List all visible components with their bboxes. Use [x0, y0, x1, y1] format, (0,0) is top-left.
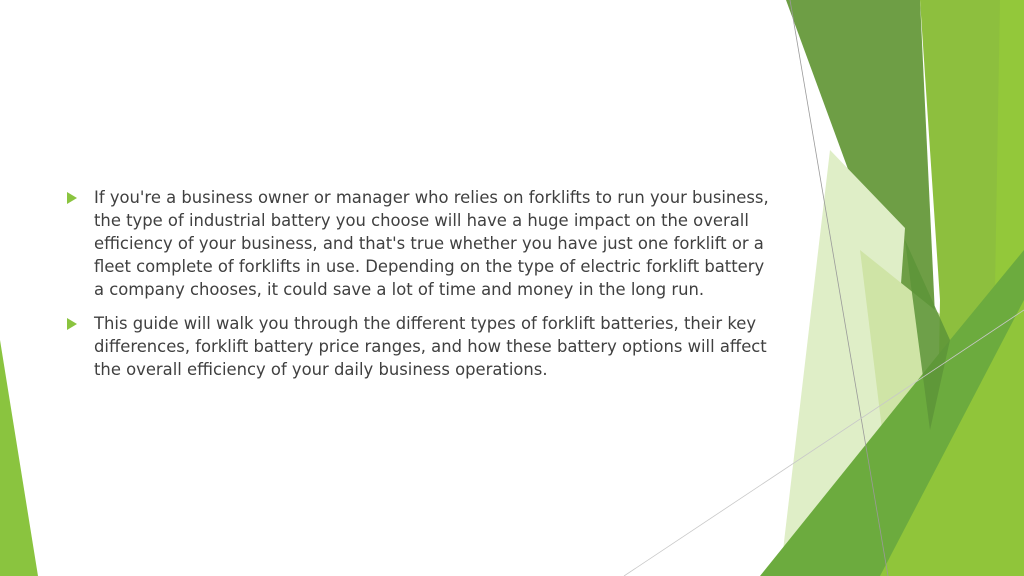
bullet-text-1: If you're a business owner or manager who relies on forklifts to run your business, the type of industrial battery you choose will have a huge impact on the overall efficiency of your business, and that's true whether you have just one forklift or a fleet complete of forklifts in use. Depending on the type of electric forklift battery a company chooses, it could save a lot of time and money in the long run.	[94, 188, 769, 299]
left-green-stripe	[0, 340, 38, 576]
triangle-right-icon	[67, 318, 77, 330]
triangle-right-icon	[67, 192, 77, 204]
bullet-item-2	[64, 312, 776, 381]
bullet-item-1	[64, 186, 776, 301]
bullet-list	[64, 186, 776, 392]
bullet-text-2: This guide will walk you through the different types of forklift batteries, their key differences, forklift battery price ranges, and how these battery options will affect the overall efficiency of your daily business operations.	[94, 314, 767, 379]
